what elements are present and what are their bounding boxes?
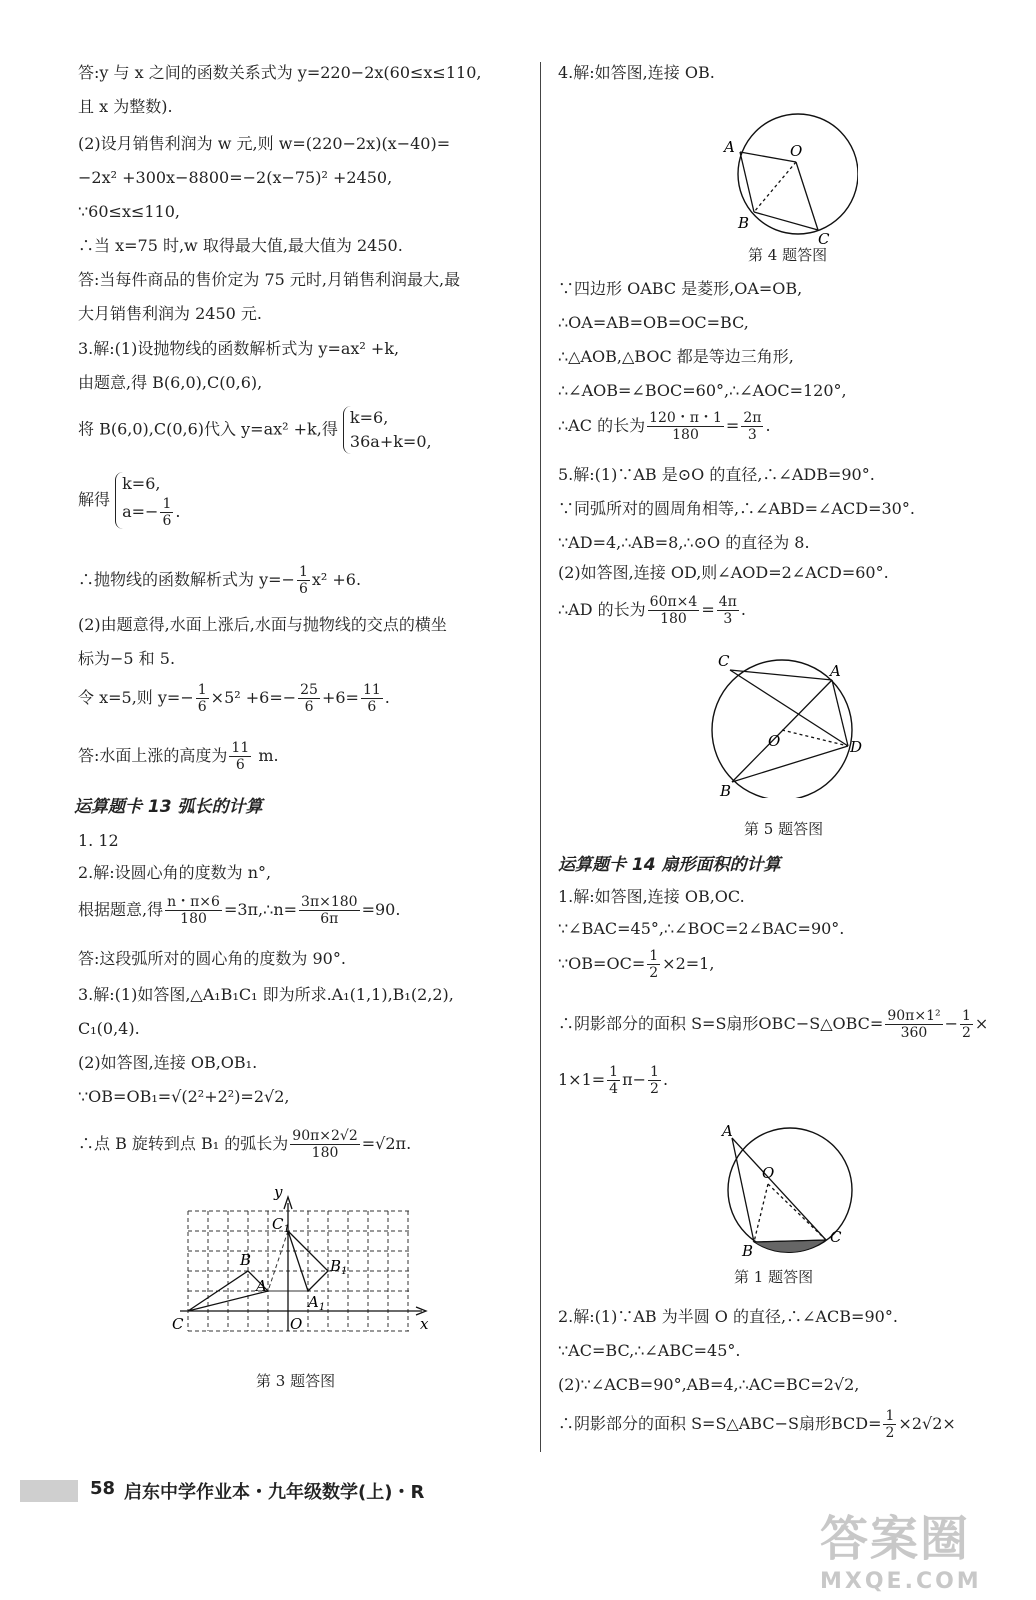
text-line: (2)由题意得,水面上涨后,水面与抛物线的交点的横坐	[78, 615, 447, 634]
text-line: 答:水面上涨的高度为 $\frac{11}{6}$ m.	[78, 740, 279, 773]
watermark-text: 答案圈	[820, 1511, 971, 1567]
fraction: $\frac{25}{6}$	[300, 682, 318, 715]
text-line: 1.解:如答图,连接 OB,OC.	[558, 887, 745, 906]
text-line: ∴△AOB,△BOC 都是等边三角形,	[558, 347, 794, 366]
text-line: 3.解:(1)如答图,△A₁B₁C₁ 即为所求.A₁(1,1),B₁(2,2),	[78, 985, 454, 1004]
text-line: (2)如答图,连接 OB,OB₁.	[78, 1053, 258, 1072]
text-line: 4.解:如答图,连接 OB.	[558, 63, 715, 82]
label-a: A	[722, 1122, 733, 1140]
text-line: ∵60≤x≤110,	[78, 202, 180, 221]
text-line: 3.解:(1)设抛物线的函数解析式为 y=ax² +k,	[78, 339, 400, 358]
label-o: O	[762, 1164, 775, 1182]
text-line: ∵AC=BC,∴∠ABC=45°.	[558, 1341, 741, 1360]
fraction: $\frac{\text{90π×1²}}{360}$	[887, 1008, 941, 1041]
solution-line	[78, 472, 180, 529]
text-line: 1×1= $\frac{1}{4}$ π− $\frac{1}{2}$ .	[558, 1064, 669, 1097]
figure-4-circle	[718, 94, 858, 244]
label-x: x	[420, 1315, 429, 1333]
figure-4-caption: 第 4 题答图	[748, 246, 828, 264]
fraction: $\frac{1}{6}$	[197, 682, 207, 715]
text-line: ∴∠AOB=∠BOC=60°,∴∠AOC=120°,	[558, 381, 847, 400]
label-b: B	[240, 1251, 252, 1269]
fraction: $\frac{1}{6}$	[162, 496, 172, 529]
text-line: 2.解:(1)∵AB 为半圆 O 的直径,∴∠ACB=90°.	[558, 1307, 898, 1326]
text-line: 标为−5 和 5.	[78, 649, 176, 668]
watermark-logo	[820, 1500, 1030, 1596]
text-line: ∵OB=OB₁=√(2²+2²)=2√2,	[78, 1087, 290, 1106]
label-c: C	[172, 1315, 184, 1333]
text-line: ∴AD 的长为 $\frac{60\pi\times 4}{180}$ = $\frac{4\pi}{3}$ .	[558, 594, 746, 627]
text-line: 答:y 与 x 之间的函数关系式为 y=220−2x(60≤x≤110,	[78, 63, 482, 82]
text-line: ∴OA=AB=OB=OC=BC,	[558, 313, 749, 332]
text-line: ∴阴影部分的面积 S=S扇形OBC−S△OBC= $\frac{\text{90π×1²}}{360}$ − $\frac{1}{2}$ ×	[558, 1008, 989, 1041]
fraction: $\frac{4\pi}{3}$	[718, 594, 737, 627]
text-line: ∵同弧所对的圆周角相等,∴∠ABD=∠ACD=30°.	[558, 499, 915, 518]
label-b: B	[738, 214, 750, 232]
text-line: (2)如答图,连接 OD,则∠AOD=2∠ACD=60°.	[558, 563, 889, 582]
brace-system	[343, 406, 432, 454]
text-line: ∵四边形 OABC 是菱形,OA=OB,	[558, 279, 803, 298]
equation: a=−	[122, 502, 159, 521]
fraction: $\frac{2\pi}{3}$	[743, 410, 762, 443]
equation: 36a+k=0,	[349, 432, 432, 451]
label-b1: $B_1$	[330, 1257, 348, 1277]
fraction: $\frac{11}{6}$	[362, 682, 381, 715]
label-y: y	[274, 1183, 283, 1201]
label-c: C	[818, 230, 830, 244]
fraction: $\frac{60\pi\times 4}{180}$	[649, 594, 698, 627]
text-line: 且 x 为整数).	[78, 97, 173, 116]
fraction: $\frac{n・\pi\times 6}{180}$	[167, 894, 220, 927]
text: 解得	[78, 490, 111, 509]
text-line: ∴AC 的长为 $\frac{120・\pi・1}{180}$ = $\frac{2\pi}{3}$ .	[558, 410, 771, 443]
text: 将 B(6,0),C(0,6)代入 y=ax² +k,得	[78, 419, 338, 439]
label-o: O	[790, 142, 803, 160]
section-heading-13: 运算题卡 13 弧长的计算	[74, 797, 263, 817]
figure-b1-circle	[718, 1118, 858, 1258]
text-line: ∵OB=OC= $\frac{1}{2}$ ×2=1,	[558, 948, 715, 981]
fraction: $\frac{1}{2}$	[885, 1408, 895, 1441]
figure-3-grid	[170, 1183, 440, 1358]
book-title: 启东中学作业本・九年级数学(上)・R	[124, 1482, 425, 1503]
label-d: D	[850, 738, 863, 756]
text-line: ∴当 x=75 时,w 取得最大值,最大值为 2450.	[78, 236, 403, 255]
text-line: 答:当每件商品的售价定为 75 元时,月销售利润最大,最	[78, 270, 461, 289]
text-line: −2x² +300x−8800=−2(x−75)² +2450,	[78, 168, 393, 187]
figure-b1-caption: 第 1 题答图	[734, 1268, 814, 1286]
fraction: $\frac{90\pi\times 2√2}{180}$	[292, 1128, 358, 1161]
label-b: B	[720, 782, 732, 798]
text-line: 根据题意,得 $\frac{n・\pi\times 6}{180}$ =3π,∴n= $\frac{3\pi\times 180}{6\pi}$ =90.	[78, 894, 401, 927]
fraction: $\frac{1}{2}$	[649, 948, 659, 981]
fraction: $\frac{3\pi\times 180}{6\pi}$	[301, 894, 358, 927]
figure-5-circle	[698, 648, 873, 798]
equation-system-line	[78, 406, 432, 454]
text-line: ∴抛物线的函数解析式为 y=− $\frac{1}{6}$ x² +6.	[78, 564, 362, 597]
label-c: C	[718, 652, 730, 670]
text-line: 由题意,得 B(6,0),C(0,6),	[78, 373, 263, 392]
column-divider	[540, 62, 541, 1452]
label-a: A	[830, 662, 841, 680]
text-line: (2)∵∠ACB=90°,AB=4,∴AC=BC=2√2,	[558, 1375, 860, 1394]
text-line: 答:这段弧所对的圆心角的度数为 90°.	[78, 949, 346, 968]
equation: k=6,	[349, 408, 389, 427]
label-c: C	[830, 1228, 842, 1246]
fraction: $\frac{1}{2}$	[962, 1008, 971, 1041]
brace-system: k=6, a=− $\frac{1}{6}$ .	[115, 472, 180, 529]
watermark-url: MXQE.COM	[820, 1569, 982, 1594]
text-line: 5.解:(1)∵AB 是⊙O 的直径,∴∠ADB=90°.	[558, 465, 875, 484]
label-a: A	[256, 1277, 267, 1295]
label-o: O	[290, 1315, 303, 1333]
label-b: B	[742, 1242, 754, 1258]
text-line: 大月销售利润为 2450 元.	[78, 304, 262, 323]
footer-bar	[20, 1480, 78, 1502]
fraction: $\frac{1}{4}$	[609, 1064, 619, 1097]
fraction: $\frac{120・\pi・1}{180}$	[649, 410, 722, 443]
figure-5-caption: 第 5 题答图	[744, 820, 824, 838]
text-line: ∵∠BAC=45°,∴∠BOC=2∠BAC=90°.	[558, 919, 845, 938]
text-line: 1. 12	[78, 831, 119, 850]
label-a1: $A_1$	[308, 1293, 326, 1313]
text-line: 2.解:设圆心角的度数为 n°,	[78, 863, 272, 882]
label-a: A	[724, 138, 735, 156]
text-line: ∴阴影部分的面积 S=S△ABC−S扇形BCD= $\frac{1}{2}$ ×2√2×	[558, 1408, 956, 1441]
equation: k=6,	[122, 474, 161, 493]
text-line: (2)设月销售利润为 w 元,则 w=(220−2x)(x−40)=	[78, 134, 451, 153]
page-number: 58	[90, 1478, 116, 1499]
fraction: $\frac{11}{6}$	[231, 740, 250, 773]
label-c1: $C_1$	[272, 1215, 290, 1235]
text-line: 令 x=5,则 y=− $\frac{1}{6}$ ×5² +6=− $\frac{25}{6}$ +6= $\frac{11}{6}$ .	[78, 682, 390, 715]
section-heading-14: 运算题卡 14 扇形面积的计算	[558, 855, 781, 875]
text-line: C₁(0,4).	[78, 1019, 140, 1038]
text-line: ∵AD=4,∴AB=8,∴⊙O 的直径为 8.	[558, 533, 810, 552]
fraction: $\frac{1}{2}$	[650, 1064, 659, 1097]
figure-3-caption: 第 3 题答图	[256, 1372, 336, 1390]
label-o: O	[768, 732, 781, 750]
fraction: $\frac{1}{6}$	[298, 564, 308, 597]
text-line: ∴点 B 旋转到点 B₁ 的弧长为 $\frac{90\pi\times 2√2}{180}$ =√2π.	[78, 1128, 412, 1161]
